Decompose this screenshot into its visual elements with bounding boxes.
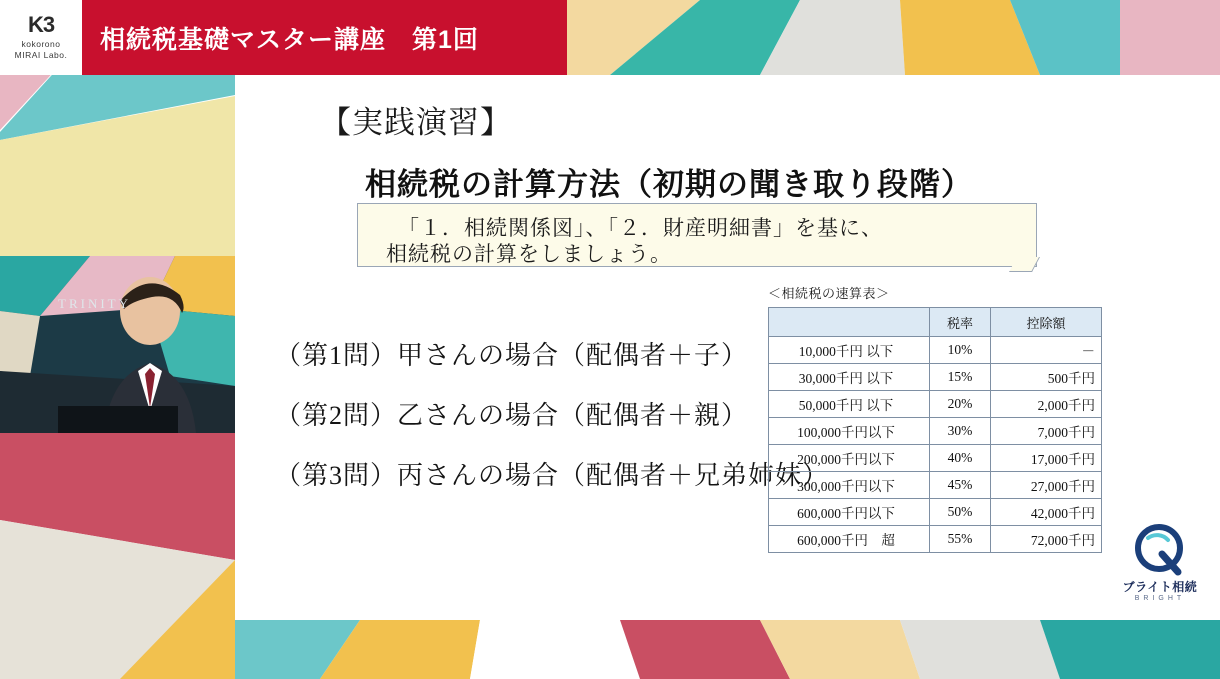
cell-range: 600,000千円以下 xyxy=(769,499,930,526)
slide-title: 相続税の計算方法（初期の聞き取り段階） xyxy=(365,167,973,202)
cell-range: 600,000千円 超 xyxy=(769,526,930,553)
cell-deduction: 500千円 xyxy=(991,364,1102,391)
brand-logo-text-line2: MIRAI Labo. xyxy=(14,50,68,60)
question-item-1: （第1問）甲さんの場合（配偶者＋子） xyxy=(275,341,749,370)
brand-logo-mark: K3 xyxy=(27,12,55,38)
slide xyxy=(235,75,1220,620)
course-title: 相続税基礎マスター講座 第1回 xyxy=(100,25,479,54)
cell-range: 100,000千円以下 xyxy=(769,418,930,445)
table-row xyxy=(769,472,1102,499)
rate-table-title: ＜相続税の速算表＞ xyxy=(768,286,890,301)
cell-range: 10,000千円 以下 xyxy=(769,337,930,364)
table-header-deduction: 控除額 xyxy=(991,308,1102,337)
cell-rate: 40% xyxy=(930,445,991,472)
cell-range: 30,000千円 以下 xyxy=(769,364,930,391)
table-row xyxy=(769,445,1102,472)
question-item-2: （第2問）乙さんの場合（配偶者＋親） xyxy=(275,401,749,430)
bright-logo-name: ブライト相続 xyxy=(1122,580,1198,594)
question-item-3: （第3問）丙さんの場合（配偶者＋兄弟姉妹） xyxy=(275,461,830,490)
table-row xyxy=(769,391,1102,418)
speaker-overlay-label: TRINITY xyxy=(58,296,131,311)
brand-logo-text xyxy=(15,39,68,60)
table-header-row xyxy=(769,308,1102,337)
title-banner xyxy=(82,0,567,75)
bright-souzoku-logo xyxy=(1114,524,1206,602)
bright-logo-sub: BRIGHT xyxy=(1134,595,1186,602)
speaker-video[interactable] xyxy=(0,256,235,433)
instruction-callout xyxy=(357,203,1037,267)
table-row xyxy=(769,364,1102,391)
cell-rate: 20% xyxy=(930,391,991,418)
table-header-range xyxy=(769,308,930,337)
table-row xyxy=(769,337,1102,364)
cell-range: 50,000千円 以下 xyxy=(769,391,930,418)
table-row xyxy=(769,499,1102,526)
table-header-rate: 税率 xyxy=(930,308,991,337)
cell-range: 200,000千円以下 xyxy=(769,445,930,472)
speaker-video-frame xyxy=(0,256,235,433)
instruction-line-2: 相続税の計算をしましょう。 xyxy=(386,242,672,266)
cell-deduction: － xyxy=(991,337,1102,364)
cell-deduction: 27,000千円 xyxy=(991,472,1102,499)
inheritance-tax-rate-table xyxy=(768,307,1102,553)
cell-deduction: 72,000千円 xyxy=(991,526,1102,553)
cell-rate: 55% xyxy=(930,526,991,553)
cell-deduction: 17,000千円 xyxy=(991,445,1102,472)
cell-deduction: 7,000千円 xyxy=(991,418,1102,445)
cell-range: 300,000千円以下 xyxy=(769,472,930,499)
cell-rate: 30% xyxy=(930,418,991,445)
cell-rate: 50% xyxy=(930,499,991,526)
table-row xyxy=(769,418,1102,445)
cell-rate: 45% xyxy=(930,472,991,499)
instruction-line-1: 「１．相続関係図」、「２．財産明細書」を基に、 xyxy=(398,216,883,240)
q-mark-icon xyxy=(1130,524,1190,576)
table-row xyxy=(769,526,1102,553)
brand-logo-text-line1: kokorono xyxy=(21,39,61,50)
cell-rate: 15% xyxy=(930,364,991,391)
cell-deduction: 42,000千円 xyxy=(991,499,1102,526)
cell-rate: 10% xyxy=(930,337,991,364)
cell-deduction: 2,000千円 xyxy=(991,391,1102,418)
brand-logo xyxy=(0,0,82,75)
slide-section-heading: 【実践演習】 xyxy=(320,105,512,140)
